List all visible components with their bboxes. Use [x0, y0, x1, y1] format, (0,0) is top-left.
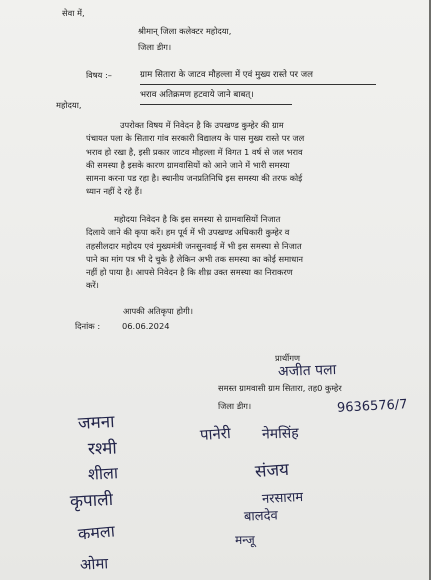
signature: कमला	[77, 521, 116, 544]
signature: ओमा	[79, 554, 109, 574]
addressee-line-2: जिला डीग।	[138, 42, 172, 52]
paragraph-2	[86, 213, 411, 293]
signature: जमना	[77, 412, 116, 434]
paragraph-1-line: ध्यान नहीं दे रहे हैं।	[86, 186, 143, 197]
signature: मन्जू	[234, 532, 255, 548]
paragraph-1	[86, 119, 411, 199]
applicant-label: प्रार्थीगण	[275, 353, 300, 363]
paragraph-1-line: पंचायत पला के सितारा गांव सरकारी विद्यालय के पास मुख्य रास्ते पर जल	[86, 133, 305, 144]
signature: रश्मी	[87, 438, 118, 460]
phone-handwritten: 9636576/7	[336, 397, 408, 416]
date-label: दिनांक :	[75, 321, 101, 331]
subject-underline-1	[140, 84, 376, 85]
signature: कृपाली	[69, 489, 114, 513]
salutation-to: सेवा में,	[62, 8, 85, 18]
signatory-line-1: समस्त ग्रामवासी ग्राम सितारा, तह0 कुम्हेर	[218, 383, 342, 393]
greeting: महोदया,	[56, 100, 82, 110]
signature: शीला	[87, 463, 119, 484]
subject-line-1: ग्राम सितारा के जाटव मौहल्ला में एवं मुख्य रास्ते पर जल	[140, 70, 313, 80]
paragraph-2-line: करें।	[86, 280, 99, 291]
paragraph-2-line: तहसीलदार महोदय एवं मुख्यमंत्री जनसुनवाई में भी इस समस्या से निजात	[86, 240, 302, 251]
subject-label: विषय :–	[86, 70, 112, 80]
closing-line: आपकी अतिकृपा होगी।	[123, 306, 193, 316]
signature: बालदेव	[243, 508, 279, 525]
signatory-line-2: जिला डीग।	[218, 401, 252, 411]
paragraph-1-line: भराव हो रखा है, इसी प्रकार जाटव मौहल्ला में विगत 1 वर्ष से जल भराव	[86, 146, 303, 157]
paragraph-2-line: पाने का मांग पत्र भी दे चुके है लेकिन अभी तक समस्या का कोई समाधान	[86, 253, 304, 264]
signature: पानेरी	[199, 423, 232, 445]
subject-underline-2	[140, 104, 292, 105]
paragraph-2-line: नहीं हो पाया है। आपसे निवेदन है कि शीध्र उक्त समस्या का निराकरण	[86, 267, 293, 278]
paragraph-2-line: दिलाये जाने की कृपा करें। हम पूर्व में भी उपखण्ड अधिकारी कुम्हेर व	[86, 227, 290, 238]
addressee-line-1: श्रीमान् जिला कलेक्टर महोदया,	[138, 26, 232, 36]
paragraph-1-line: उपरोक्त विषय में निवेदन है कि उपखण्ड कुम्हेर की ग्राम	[120, 120, 284, 130]
applicant-handwritten-name: अजीत पला	[277, 361, 337, 381]
signature: नेमसिंह	[261, 425, 299, 443]
paragraph-2-line: महोदया निवेदन है कि इस समस्या से ग्रामवासियों निजात	[114, 214, 281, 224]
paragraph-1-line: सामना करना पड रहा है। स्थानीय जनप्रतिनिधि इस समस्या की तरफ कोई	[86, 173, 303, 184]
subject-line-2: भराव अतिक्रमण हटवाये जाने बाबत्।	[140, 90, 254, 100]
paragraph-1-line: की समस्या है इसके कारण ग्रामवासियों को आने जाने में भारी समस्या	[86, 159, 290, 170]
signature: संजय	[254, 459, 290, 483]
signature: नरसाराम	[261, 489, 304, 508]
date-value: 06.06.2024	[122, 321, 170, 331]
